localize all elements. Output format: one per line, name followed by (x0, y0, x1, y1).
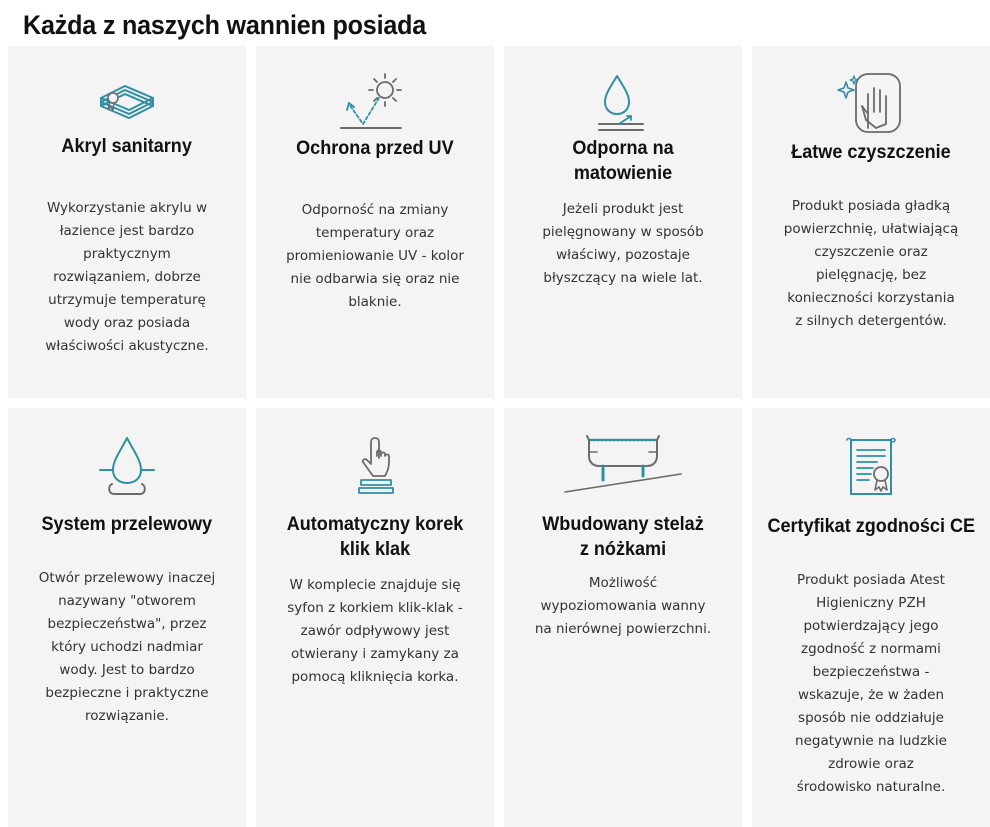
feature-title: Akryl sanitarny (61, 136, 193, 157)
feature-description: Wykorzystanie akrylu w łazience jest bardzo praktycznym rozwiązaniem, dobrze utrzymuje temperaturę wody oraz posiada właściwości akustyczne. (45, 200, 209, 354)
feature-description: Jeżeli produkt jest pielęgnowany w sposób właściwy, pozostaje błyszczący na wiele lat. (542, 201, 704, 286)
feature-title: Certyfikat zgodności CE (767, 516, 975, 537)
feature-description: Produkt posiada gładką powierzchnię, ułatwiającą czyszczenie oraz pielęgnację, bez konieczności korzystania z silnych detergentów. (783, 198, 959, 329)
feature-card-frame (504, 408, 742, 827)
feature-title: Odporna na matowienie (572, 138, 674, 184)
clean-hand-icon (836, 46, 906, 134)
feature-card-plug (256, 408, 494, 827)
feature-card-matting (504, 46, 742, 398)
feature-description: Otwór przelewowy inaczej nazywany "otworem bezpieczeństwa", przez który uchodzi nadmiar wody. Jest to bardzo bezpieczne i praktyczne rozwiązanie. (38, 570, 216, 724)
feature-description: W komplecie znajduje się syfon z korkiem klik-klak - zawór odpływowy jest otwierany i zamykany za pomocą kliknięcia korka. (287, 577, 463, 685)
feature-description: Odporność na zmiany temperatury oraz promieniowanie UV - kolor nie odbarwia się oraz nie blaknie. (286, 202, 464, 310)
feature-description: Produkt posiada Atest Higieniczny PZH potwierdzający jego zgodność z normami bezpieczeństwa - wskazuje, że w żaden sposób nie oddziałuje negatywnie na ludzkie zdrowie oraz środowisko naturalne. (795, 572, 947, 795)
feature-title: Łatwe czyszczenie (791, 142, 951, 163)
feature-title: Ochrona przed UV (296, 138, 454, 159)
feature-title: System przelewowy (41, 514, 213, 535)
feature-card-uv (256, 46, 494, 398)
click-plug-icon (353, 408, 397, 496)
bathtub-frame-icon (563, 408, 683, 496)
acrylic-sheet-icon (95, 46, 159, 124)
water-drop-surface-icon (597, 46, 649, 134)
page-title: Każda z naszych wannien posiada (23, 10, 427, 40)
feature-card-acrylic (8, 46, 246, 398)
sun-uv-icon (339, 46, 411, 134)
certificate-icon (843, 408, 899, 498)
overflow-drop-icon (98, 408, 156, 498)
feature-card-certificate (752, 408, 990, 827)
feature-card-cleaning (752, 46, 990, 398)
feature-title: Automatyczny korek klik klak (286, 514, 464, 560)
feature-description: Możliwość wypoziomowania wanny na nierównej powierzchni. (534, 575, 712, 637)
feature-card-overflow (8, 408, 246, 827)
feature-title: Wbudowany stelaż z nóżkami (542, 514, 704, 560)
